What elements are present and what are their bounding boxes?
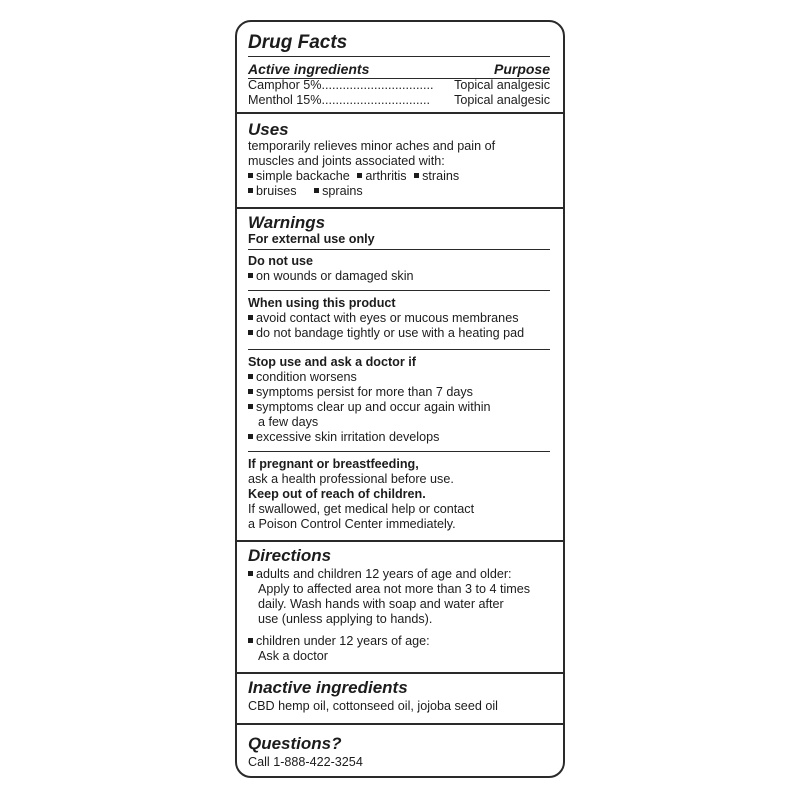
list-item: arthritis	[357, 169, 406, 183]
ingredient-purpose: Topical analgesic	[454, 78, 550, 92]
uses-text: temporarily relieves minor aches and pain of	[248, 139, 496, 153]
inactive-ingredients-heading: Inactive ingredients	[248, 678, 408, 697]
pregnant-heading: If pregnant or breastfeeding,	[248, 457, 419, 471]
list-item: strains	[414, 169, 459, 183]
bullet-icon	[248, 404, 253, 409]
list-item-continued: Apply to affected area not more than 3 to 4 times	[258, 582, 531, 596]
bullet-icon	[248, 434, 253, 439]
divider	[248, 290, 550, 291]
do-not-use-heading: Do not use	[248, 254, 314, 268]
list-item: condition worsens	[248, 370, 357, 385]
warnings-heading: Warnings	[248, 213, 326, 232]
section-divider	[237, 723, 563, 725]
divider	[248, 451, 550, 452]
leader-dots: ................................	[321, 78, 434, 92]
list-item: symptoms persist for more than 7 days	[248, 385, 473, 400]
bullet-icon	[248, 315, 253, 320]
list-item: bruises	[248, 184, 297, 198]
divider	[248, 56, 550, 57]
external-use-text: For external use only	[248, 232, 375, 246]
section-divider	[237, 540, 563, 542]
when-using-heading: When using this product	[248, 296, 396, 310]
directions-heading: Directions	[248, 546, 332, 565]
leader-dots: ...............................	[321, 93, 430, 107]
ingredient-purpose: Topical analgesic	[454, 93, 550, 107]
active-ingredient-row	[248, 78, 433, 93]
bullet-icon	[248, 389, 253, 394]
active-ingredient-row	[248, 93, 430, 108]
divider	[248, 249, 550, 250]
bullet-icon	[314, 188, 319, 193]
page-title: Drug Facts	[248, 32, 348, 53]
list-item: on wounds or damaged skin	[248, 269, 414, 284]
bullet-icon	[248, 571, 253, 576]
bullet-icon	[248, 374, 253, 379]
list-item: symptoms clear up and occur again within	[248, 400, 491, 415]
list-item-continued: daily. Wash hands with soap and water after	[258, 597, 504, 611]
keep-out-heading: Keep out of reach of children.	[248, 487, 426, 501]
list-item-continued: a few days	[258, 415, 319, 429]
list-item: adults and children 12 years of age and older:	[248, 567, 512, 582]
list-item: simple backache	[248, 169, 350, 183]
list-item: do not bandage tightly or use with a heating pad	[248, 326, 524, 341]
divider	[248, 349, 550, 350]
bullet-icon	[248, 188, 253, 193]
uses-heading: Uses	[248, 120, 289, 139]
bullet-icon	[248, 273, 253, 278]
purpose-heading: Purpose	[493, 61, 550, 77]
ingredient-name: Menthol 15%	[248, 93, 322, 107]
inactive-ingredients-text: CBD hemp oil, cottonseed oil, jojoba seed oil	[248, 699, 498, 713]
bullet-icon	[248, 173, 253, 178]
keep-out-text: a Poison Control Center immediately.	[248, 517, 456, 531]
pregnant-text: ask a health professional before use.	[248, 472, 454, 486]
section-divider	[237, 672, 563, 674]
list-item: excessive skin irritation develops	[248, 430, 439, 445]
section-divider	[237, 207, 563, 209]
section-divider	[237, 112, 563, 114]
uses-text: muscles and joints associated with:	[248, 154, 445, 168]
bullet-icon	[357, 173, 362, 178]
active-ingredients-heading: Active ingredients	[248, 61, 370, 77]
list-item: avoid contact with eyes or mucous membranes	[248, 311, 519, 326]
list-item-continued: Ask a doctor	[258, 649, 328, 663]
uses-list	[248, 184, 363, 199]
uses-list	[248, 169, 459, 184]
list-item: sprains	[314, 184, 363, 198]
ingredient-name: Camphor 5%	[248, 78, 322, 92]
questions-phone: Call 1-888-422-3254	[248, 755, 363, 769]
bullet-icon	[414, 173, 419, 178]
list-item: children under 12 years of age:	[248, 634, 430, 649]
list-item-continued: use (unless applying to hands).	[258, 612, 433, 626]
stop-use-heading: Stop use and ask a doctor if	[248, 355, 416, 369]
keep-out-text: If swallowed, get medical help or contact	[248, 502, 475, 516]
bullet-icon	[248, 638, 253, 643]
bullet-icon	[248, 330, 253, 335]
questions-heading: Questions?	[248, 734, 342, 753]
